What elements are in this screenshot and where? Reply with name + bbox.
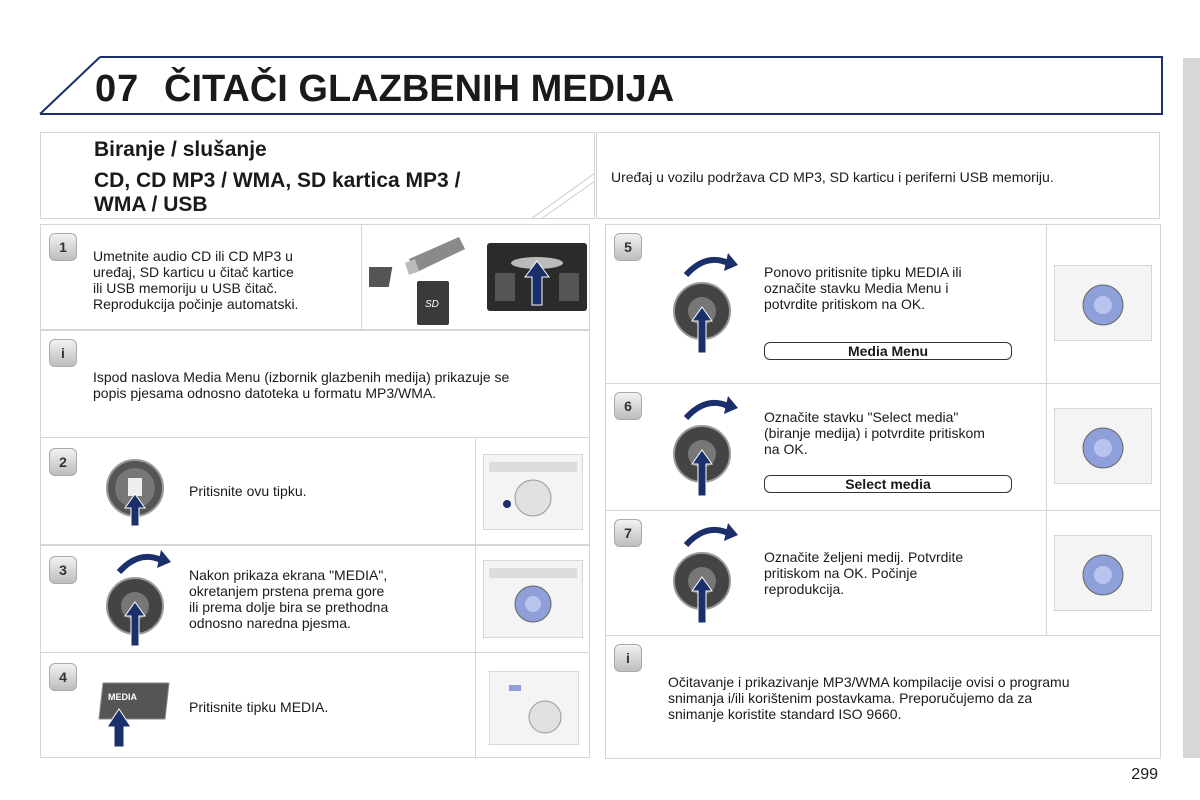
console-illustration (483, 560, 583, 638)
corner-fold-decoration (531, 173, 595, 219)
info-right-panel (605, 635, 1161, 759)
step-4-text: Pritisnite tipku MEDIA. (189, 699, 329, 715)
step-1-panel (40, 224, 590, 330)
media-button-illustration (105, 458, 165, 528)
step-3-text: Nakon prikaza ekrana "MEDIA", okretanjem prstena prema gore ili prema dolje bira se prethodna odnosno naredna pjesma. (189, 567, 389, 631)
info-left-panel (40, 330, 590, 438)
step-6-text: Označite stavku "Select media" (biranje medija) i potvrdite pritiskom na OK. (764, 409, 985, 457)
console-illustration (1054, 408, 1152, 484)
step-badge: 2 (49, 448, 77, 476)
step-badge: 1 (49, 233, 77, 261)
page-edge-strip (1183, 58, 1200, 758)
step-7-panel (605, 510, 1161, 636)
rotary-dial-illustration (672, 392, 738, 498)
media-menu-label: Media Menu (764, 342, 1012, 360)
console-illustration (1054, 535, 1152, 611)
step-3-panel (40, 545, 590, 653)
rotary-dial-illustration (105, 546, 171, 650)
select-media-label: Select media (764, 475, 1012, 493)
info-right-text: Očitavanje i prikazivanje MP3/WMA kompilacije ovisi o programu snimanja i/ili korištenim postavkama. Preporučujemo da za snimanje koristite standard ISO 9660. (668, 674, 1070, 722)
info-icon: i (614, 644, 642, 672)
page-number: 299 (1131, 766, 1158, 783)
intro-note-panel (596, 132, 1160, 219)
console-illustration (483, 454, 583, 530)
step-badge: 5 (614, 233, 642, 261)
info-left-text: Ispod naslova Media Menu (izbornik glazbenih medija) prikazuje se popis pjesama odnosno datoteka u formatu MP3/WMA. (93, 369, 510, 401)
intro-heading-panel (40, 132, 595, 219)
step-badge: 6 (614, 392, 642, 420)
rotary-dial-illustration (672, 249, 738, 355)
section-subheading-line2: WMA / USB (94, 193, 208, 216)
usb-sd-media-illustration (369, 229, 479, 327)
step-5-panel (605, 224, 1161, 384)
section-heading: Biranje / slušanje (94, 138, 267, 161)
step-badge: 3 (49, 556, 77, 584)
media-key-label: MEDIA (108, 692, 137, 702)
info-icon: i (49, 339, 77, 367)
chapter-number: 07 (95, 68, 140, 110)
radio-slot-illustration (487, 243, 587, 311)
step-4-panel (40, 652, 590, 758)
step-badge: 7 (614, 519, 642, 547)
step-5-text: Ponovo pritisnite tipku MEDIA ili označite stavku Media Menu i potvrdite pritiskom na OK. (764, 264, 962, 312)
console-illustration (489, 671, 579, 745)
step-1-text: Umetnite audio CD ili CD MP3 u uređaj, SD karticu u čitač kartice ili USB memoriju u USB čitač. Reprodukcija počinje automatski. (93, 248, 299, 312)
intro-note-text: Uređaj u vozilu podržava CD MP3, SD karticu i periferni USB memoriju. (611, 169, 1054, 185)
console-illustration (1054, 265, 1152, 341)
step-7-text: Označite željeni medij. Potvrdite pritiskom na OK. Počinje reprodukcija. (764, 549, 964, 597)
step-badge: 4 (49, 663, 77, 691)
rotary-dial-illustration (672, 519, 738, 625)
chapter-title: ČITAČI GLAZBENIH MEDIJA (164, 68, 675, 110)
step-6-panel (605, 383, 1161, 511)
step-2-text: Pritisnite ovu tipku. (189, 483, 307, 499)
svg-text:SD: SD (425, 299, 439, 310)
step-2-panel (40, 437, 590, 545)
media-key-illustration (97, 679, 173, 749)
section-subheading-line1: CD, CD MP3 / WMA, SD kartica MP3 / (94, 169, 461, 192)
